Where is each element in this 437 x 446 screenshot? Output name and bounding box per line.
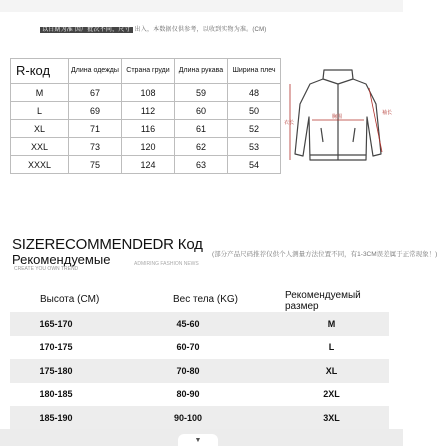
cell-length: 67 [69,84,122,102]
cell-size: L [328,342,335,353]
cell-shoulder: 53 [228,138,281,156]
recommend-note: (部分产品尺码推荐仅供个人测量方法位置不同，有1-3CM误差属于正常现象！) [212,251,437,258]
header-weight: Вес тела (KG) [173,294,238,305]
cell-sleeve: 60 [175,102,228,120]
cell-size: XL [274,359,389,383]
cell-length: 69 [69,102,122,120]
size-chart-header-row [11,59,281,84]
cell-sleeve: 62 [175,138,228,156]
cell-sleeve: 61 [175,120,228,138]
jacket-length-label: 衣长 [284,120,295,126]
cell-sleeve: 63 [175,156,228,174]
header-shoulder: Ширина плеч [228,59,281,84]
cell-size: 2XL [323,389,340,400]
cell-weight: 45-60 [102,312,274,336]
cell-chest: 108 [122,84,175,102]
table-row [10,383,389,407]
cell-size: XXL [11,138,69,156]
cell-shoulder: 54 [228,156,281,174]
cell-size: L [11,102,69,120]
jacket-chest-label: 胸围 [332,114,343,120]
measurement-note-prefix: 以日期为准 因厂批次不同，尺寸 [42,27,131,33]
cell-shoulder: 50 [228,102,281,120]
jacket-diagram [282,62,394,172]
recommend-table [10,312,389,430]
measurement-note [40,24,380,33]
cell-weight: 70-80 [102,359,274,383]
header-chest: Страна груди [122,59,175,84]
cell-height: 175-180 [10,359,102,383]
cell-sleeve: 59 [175,84,228,102]
table-row [10,406,389,430]
table-row [11,102,281,120]
cell-length: 73 [69,138,122,156]
size-chart-table [10,58,281,174]
header-length: Длина одежды [69,59,122,84]
table-row [11,156,281,174]
jacket-sleeve-label: 袖长 [382,110,393,116]
cell-weight: 90-100 [102,406,274,430]
cell-size: XL [11,120,69,138]
cell-shoulder: 52 [228,120,281,138]
table-row [11,84,281,102]
recommend-title: SIZERECOMMENDEDR Код [12,236,203,253]
cell-height: 180-185 [39,389,73,400]
cell-height: 165-170 [10,312,102,336]
cell-chest: 120 [122,138,175,156]
header-sleeve: Длина рукава [175,59,228,84]
table-row [11,120,281,138]
table-row [10,359,389,383]
chevron-down-icon: ▼ [194,436,202,444]
recommend-hint-center: ADMIRING FASHION NEWS [134,261,199,267]
recommend-hint-left: CREATE YOU OWN TREND [14,266,79,272]
cell-chest: 112 [122,102,175,120]
table-row [11,138,281,156]
cell-height: 170-175 [39,342,73,353]
top-strip [0,0,403,12]
cell-length: 75 [69,156,122,174]
collapse-tab[interactable] [178,434,218,446]
table-row [10,312,389,336]
header-code: R-код [11,59,69,84]
cell-weight: 60-70 [176,342,200,353]
cell-height: 185-190 [10,406,102,430]
cell-chest: 116 [122,120,175,138]
cell-size: M [11,84,69,102]
header-height: Высота (CM) [40,294,100,305]
cell-size: 3XL [274,406,389,430]
table-row [10,336,389,360]
recommend-subtitle: Рекомендуемые [12,252,111,267]
cell-size: M [274,312,389,336]
measurement-note-text: 出入，本数据仅供参考，以收到实物为准。(CM) [134,27,267,33]
cell-length: 71 [69,120,122,138]
cell-weight: 80-90 [176,389,200,400]
cell-shoulder: 48 [228,84,281,102]
header-recommended-size: Рекомендуемый размер [285,290,361,312]
cell-size: XXXL [11,156,69,174]
cell-chest: 124 [122,156,175,174]
